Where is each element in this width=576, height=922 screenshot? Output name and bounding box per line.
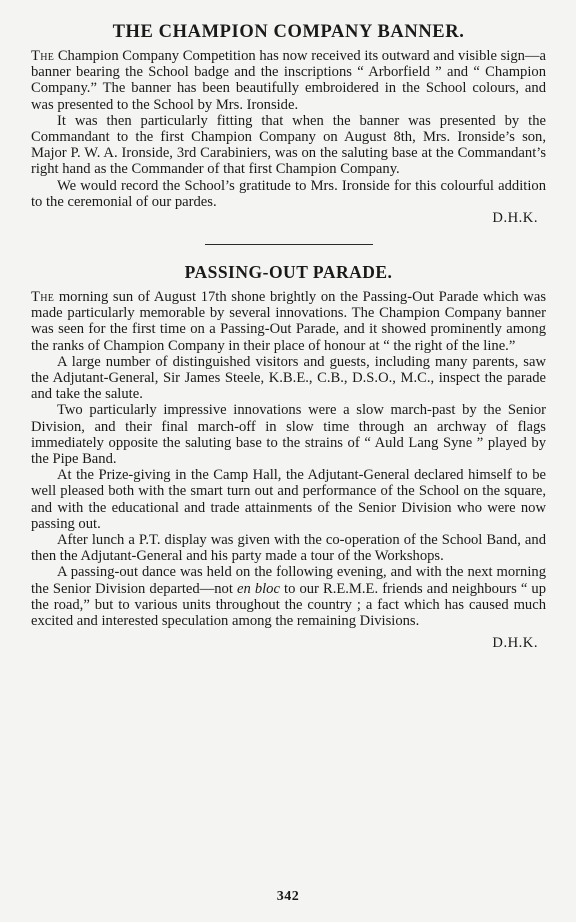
section-divider <box>205 244 373 245</box>
page-number: 342 <box>276 889 300 904</box>
banner-article-paragraph-1-text: Champion Company Competition has now received its outward and visible sign—a banner bearing the School badge and the inscriptions “ Arborfield ” and “ Champion Company.” The banner has been beautifully embroidered in the School colours, and was presented to the School by Mrs. Ironside. <box>31 48 546 113</box>
parade-article-paragraph-6-text-b: to our R.E.M.E. friends and neighbours “ up the road,” but to various units throughout the country ; a fact which has caused much excited and interested speculation among the remaining Divisions. <box>31 580 546 630</box>
banner-article-paragraph-2: It was then particularly fitting that when the banner was presented by the Commandant to the first Champion Company on August 8th, Mrs. Ironside’s son, Major P. W. A. Ironside, 3rd Carabiniers, was on the saluting base at the Commandant’s right hand as the Commander of that first Champion Company. <box>31 112 546 178</box>
parade-article-paragraph-2: A large number of distinguished visitors and guests, including many parents, saw the Adjutant-General, Sir James Steele, K.B.E., C.B., D.S.O., M.C., inspect the parade and take the salute. <box>31 353 546 403</box>
parade-article-lead-word: The <box>31 289 55 306</box>
banner-article-title: THE CHAMPION COMPANY BANNER. <box>112 22 465 42</box>
parade-article-paragraph-1 <box>31 289 546 354</box>
banner-article-paragraph-1 <box>31 48 546 113</box>
parade-article-paragraph-6-text-a: A passing-out dance was held on the following evening, and with the next morning the Senior Division departed—not <box>31 564 546 597</box>
banner-article-paragraph-3: We would record the School’s gratitude to Mrs. Ironside for this colourful addition to the ceremonial of our pardes. <box>31 177 546 210</box>
banner-article-signature: D.H.K. <box>492 210 538 227</box>
parade-article-paragraph-3: Two particularly impressive innovations were a slow march-past by the Senior Division, and their final march-off in slow time through an archway of flags immediately opposite the saluting base to the strains of “ Auld Lang Syne ” played by the Pipe Band. <box>31 402 546 468</box>
parade-article-paragraph-6 <box>31 564 546 629</box>
parade-article-paragraph-1-text: morning sun of August 17th shone brightly on the Passing-Out Parade which was made particularly memorable by several innovations. The Champion Company banner was seen for the first time on a Passing-Out Parade, and it showed prominently among the ranks of Champion Company in their place of honour at “ the right of the line.” <box>31 289 546 354</box>
parade-article-paragraph-4: At the Prize-giving in the Camp Hall, the Adjutant-General declared himself to be well pleased both with the smart turn out and performance of the School on the square, and with the educational and trade attainments of the Senior Division who were now passing out. <box>31 467 546 532</box>
banner-article-lead-word: The <box>31 48 55 64</box>
parade-article-title: PASSING-OUT PARADE. <box>184 262 393 283</box>
parade-article-paragraph-6-emphasis: en bloc <box>236 580 280 597</box>
parade-article-paragraph-5: After lunch a P.T. display was given with the co-operation of the School Band, and then the Adjutant-General and his party made a tour of the Workshops. <box>31 532 546 565</box>
parade-article-signature: D.H.K. <box>492 635 538 652</box>
